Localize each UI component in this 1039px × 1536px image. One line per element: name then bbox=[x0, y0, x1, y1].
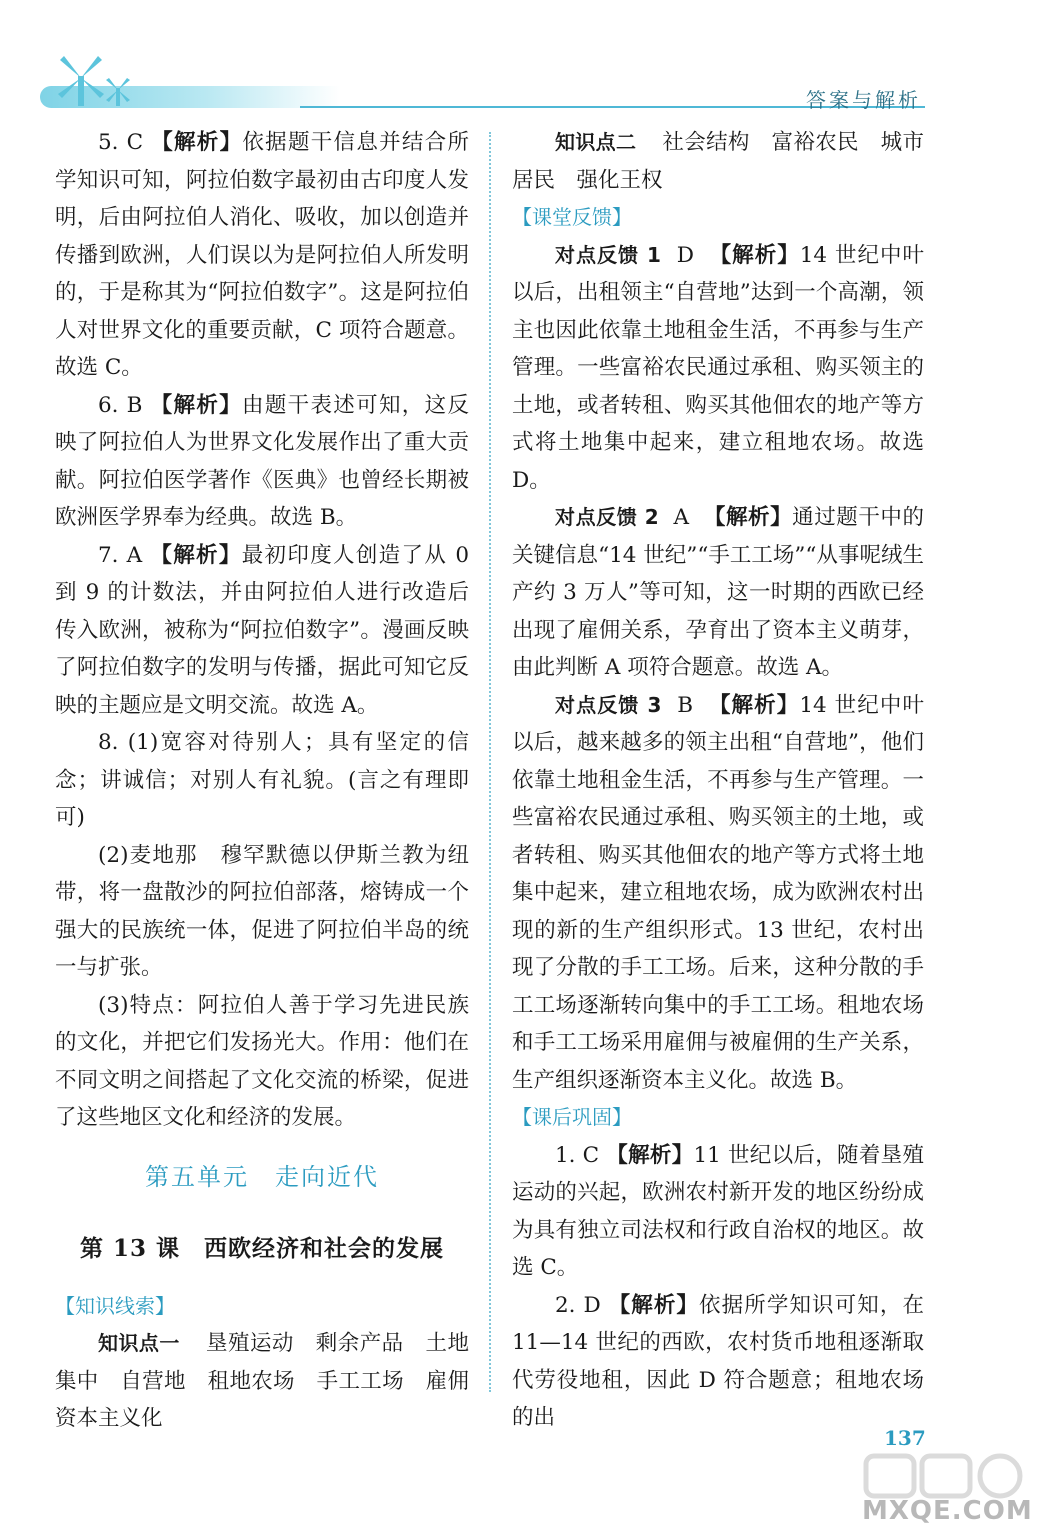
feedback-answer: B bbox=[677, 692, 694, 718]
analysis-tag: 【解析】 bbox=[709, 242, 800, 268]
answer-item-8-1: 8. (1)宽容对待别人；具有坚定的信念；讲诚信；对别人有礼貌。(言之有理即可) bbox=[55, 730, 469, 830]
analysis-tag: 【解析】 bbox=[708, 692, 800, 718]
feedback-text: 14 世纪中叶以后，越来越多的领主出租“自营地”，他们依靠土地租金生活，不再参与生产管理。一些富裕农民通过承租、购买领主的土地，或者转租、购买其他佃农的地产等方式将土地集中起来，建立租地农场，成为欧洲农村出现的新的生产组织形式。13 世纪，农村出现了分散的手工工场。后来，这种分散的手工工场逐渐转向集中的手工工场。租地农场和手工工场采用雇佣与被雇佣的生产关系，生产组织逐渐资本主义化。故选 B。 bbox=[512, 692, 924, 1093]
lesson-title: 第 13 课 西欧经济和社会的发展 bbox=[79, 1235, 445, 1262]
feedback-answer: D bbox=[676, 242, 694, 268]
unit-title: 第五单元 走向近代 bbox=[145, 1162, 379, 1191]
section-after-class-review: 【课后巩固】 bbox=[512, 1105, 632, 1129]
knowledge-point-2 bbox=[512, 124, 924, 199]
analysis-tag: 【解析】 bbox=[150, 542, 242, 568]
page-number: 137 bbox=[884, 1426, 926, 1450]
answer-item-7 bbox=[55, 537, 469, 725]
knowledge-point-label: 知识点二 bbox=[555, 130, 637, 154]
answer-item-6 bbox=[55, 387, 469, 537]
left-column bbox=[55, 124, 491, 1438]
feedback-text: 通过题干中的关键信息“14 世纪”“手工工场”“从事呢绒生产约 3 万人”等可知，这一时期的西欧已经出现了雇佣关系，孕育出了资本主义萌芽，由此判断 A 项符合题意。故选 A。 bbox=[512, 505, 924, 680]
page-header bbox=[0, 0, 1039, 112]
feedback-text: 14 世纪中叶以后，出租领主“自营地”达到一个高潮，领主也因此依靠土地租金生活，不再参与生产管理。一些富裕农民通过承租、购买领主的土地，或者转租、购买其他佃农的地产等方式将土地集中起来，建立租地农场。故选 D。 bbox=[512, 242, 924, 493]
windmill-icon bbox=[50, 54, 160, 110]
answer-number: 1. C bbox=[555, 1142, 600, 1168]
answer-text: 依据题干信息并结合所学知识可知，阿拉伯数字最初由古印度人发明，后由阿拉伯人消化、吸收，加以创造并传播到欧洲，人们误以为是阿拉伯人所发明的，于是称其为“阿拉伯数字”。这是阿拉伯人对世界文化的重要贡献，C 项符合题意。故选 C。 bbox=[55, 130, 469, 380]
feedback-label: 对点反馈 2 bbox=[555, 505, 659, 529]
answer-number: 7. A bbox=[98, 542, 143, 568]
analysis-tag: 【解析】 bbox=[150, 392, 242, 418]
knowledge-point-text: 垦殖运动 剩余产品 土地集中 自营地 租地农场 手工工场 雇佣 资本主义化 bbox=[55, 1331, 491, 1431]
knowledge-point-label: 知识点一 bbox=[98, 1331, 180, 1355]
right-column bbox=[512, 124, 924, 1437]
analysis-tag: 【解析】 bbox=[703, 505, 793, 530]
feedback-label: 对点反馈 3 bbox=[555, 692, 662, 717]
column-divider bbox=[489, 132, 491, 1392]
feedback-answer: A bbox=[673, 505, 690, 530]
answer-number: 5. C bbox=[98, 130, 144, 155]
feedback-item-1 bbox=[512, 237, 924, 500]
feedback-item-2 bbox=[512, 499, 924, 687]
answer-text: 最初印度人创造了从 0 到 9 的计数法，并由阿拉伯人进行改造后传入欧洲，被称为“阿拉伯数字”。漫画反映了阿拉伯数字的发明与传播，据此可知它反映的主题应是文明交流。故选 A。 bbox=[55, 542, 469, 718]
answer-text: 依据所学知识可知，在 11—14 世纪的西欧，农村货币地租逐渐取代劳役地租，因此 D 符合题意；租地农场的出 bbox=[512, 1292, 924, 1430]
answer-text: 由题干表述可知，这反映了阿拉伯人为世界文化发展作出了重大贡献。阿拉伯医学著作《医典》也曾经长期被欧洲医学界奉为经典。故选 B。 bbox=[55, 392, 469, 530]
knowledge-point-text: 社会结构 富裕农民 城市居民 强化王权 bbox=[512, 130, 924, 193]
knowledge-point-1 bbox=[55, 1325, 491, 1438]
answer-item-8-2: (2)麦地那 穆罕默德以伊斯兰教为纽带，将一盘散沙的阿拉伯部落，熔铸成一个强大的民族统一体，促进了阿拉伯半岛的统一与扩张。 bbox=[55, 842, 469, 980]
analysis-tag: 【解析】 bbox=[606, 1142, 694, 1168]
header-title: 答案与解析 bbox=[806, 88, 921, 112]
feedback-label: 对点反馈 1 bbox=[555, 242, 661, 267]
analysis-tag: 【解析】 bbox=[608, 1292, 700, 1318]
answer-number: 2. D bbox=[555, 1292, 601, 1318]
watermark-text: MXQE.COM bbox=[862, 1496, 1033, 1526]
section-classroom-feedback: 【课堂反馈】 bbox=[512, 205, 632, 229]
answer-number: 6. B bbox=[98, 392, 143, 418]
answer-text: 11 世纪以后，随着垦殖运动的兴起，欧洲农村新开发的地区纷纷成为具有独立司法权和行政自治权的地区。故选 C。 bbox=[512, 1142, 924, 1280]
review-item-1 bbox=[512, 1137, 924, 1287]
analysis-tag: 【解析】 bbox=[151, 130, 243, 155]
answer-item-8-3: (3)特点：阿拉伯人善于学习先进民族的文化，并把它们发扬光大。作用：他们在不同文明之间搭起了文化交流的桥梁，促进了这些地区文化和经济的发展。 bbox=[55, 992, 469, 1130]
section-knowledge-clues: 【知识线索】 bbox=[55, 1293, 175, 1318]
feedback-item-3 bbox=[512, 687, 924, 1100]
answer-item-5 bbox=[55, 124, 469, 387]
review-item-2 bbox=[512, 1287, 924, 1437]
